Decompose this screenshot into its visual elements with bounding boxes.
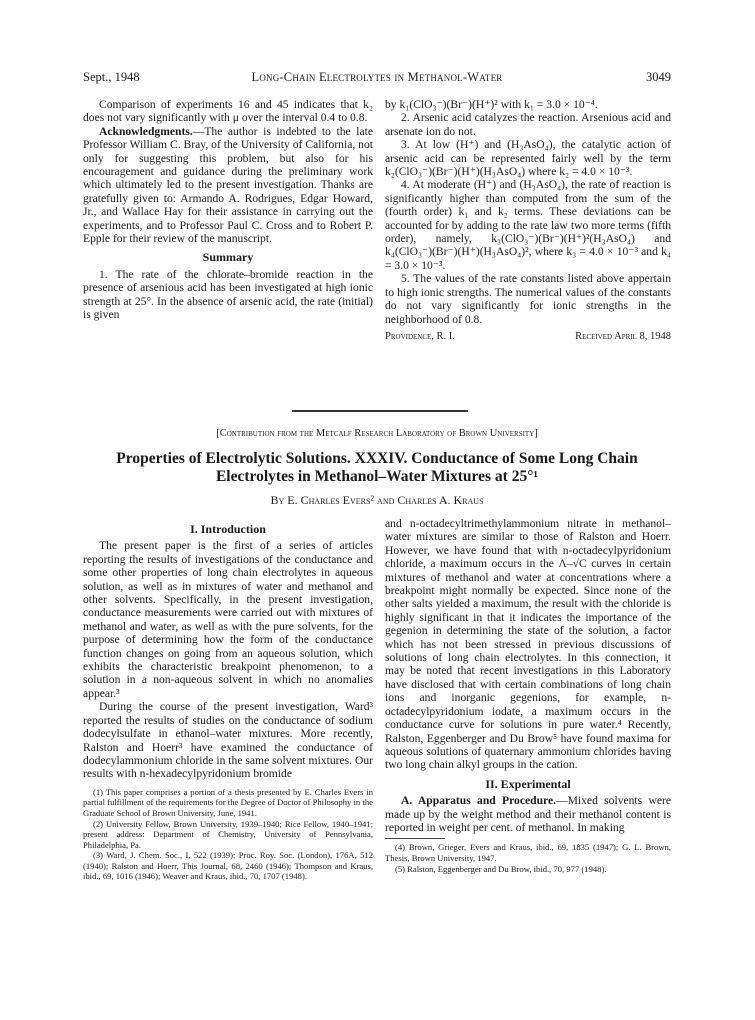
summary-item: 1. The rate of the chlorate–bromide reaction in the presence of arsenious acid has been investigated at high ionic strength at 25°. In the absence of arsenic acid, the rate (initial) is given [83,267,373,322]
article-title: Properties of Electrolytic Solutions. XXXIV. Conductance of Some Long Chain Electrolytes in Methanol–Water Mixtures at 25°¹ [116,450,638,485]
location: Providence, R. I. [385,330,455,342]
summary-heading: Summary [202,250,254,265]
subsection-label: A. Apparatus and Procedure. [401,794,557,808]
footnote: (5) Ralston, Eggenberger and Du Brow, ibid., 70, 977 (1948). [395,863,607,874]
footnote: (4) Brown, Grieger, Evers and Kraus, ibid., 69, 1835 (1947); G. L. Brown, Thesis, Brown University, 1947. [385,842,671,863]
introduction-heading: I. Introduction [190,522,266,536]
footnote: (3) Ward, J. Chem. Soc., I, 522 (1939); Proc. Roy. Soc. (London), 176A, 512 (1940); Ralston and Hoerr, This Journal, 68, 2460 (1946); Thompson and Kraus, ibid., 69, 1016 (1946); Weaver and Kraus, ibid., 70, 1707 (1948). [83,850,373,882]
ack-text: —The author is indebted to the late Professor William C. Bray, of the University of California, not only for suggesting this problem, but also for his encouragement and guidance during the preliminary work which ultimately led to the present investigation. Thanks are gratefully given to: Armando A. Rodrigues, Edgar Howard, Jr., and Wallace Hay for their assistance in carrying out the experiments, and to Professor Paul C. Cross and to Robert P. Epple for their review of the manuscript. [83,124,373,246]
ack-label: Acknowledgments. [99,124,193,138]
running-header [83,70,671,86]
summary-item: 2. Arsenic acid catalyzes the reaction. Arsenious acid and arsenate ion do not. [385,111,671,138]
summary-item: 4. At moderate (H⁺) and (H₃AsO₄), the rate of reaction is significantly higher than computed from the sum of the (fourth order) k₁ and k₂ terms. These deviations can be accounted for by adding to the rate law two more terms (fifth order), namely, k₃(ClO₃⁻)(Br⁻)(H⁺)²(H₃AsO₄) and k₄(ClO₃⁻)(Br⁻)(H⁺)(H₃AsO₄)², where k₃ = 4.0 × 10⁻³ and k₄ = 3.0 × 10⁻³. [385,178,671,272]
contribution-line: [Contribution from the Metcalf Research Laboratory of Brown University] [216,428,538,439]
acknowledgments [83,125,373,246]
paragraph: During the course of the present investigation, Ward³ reported the results of studies on the conductance of sodium dodecylsulfate in ethanol–water mixtures. More recently, Ralston and Hoerr³ have examined the conductance of dodecylammonium chloride in the same solvent mixtures. Our results with n-hexadecylpyridonium bromide [83,700,373,781]
signature-line [385,330,671,343]
footnotes [83,787,373,882]
header-date: Sept., 1948 [83,70,140,84]
paragraph: Comparison of experiments 16 and 45 indicates that k₂ does not vary significantly with μ over the interval 0.4 to 0.8. [83,98,373,125]
paragraph [385,794,671,834]
footnote-rule [385,838,445,839]
footnote: (2) University Fellow, Brown University, 1939–1940; Rice Fellow, 1940–1941; present address: Department of Chemistry, University of Pennsylvania, Philadelphia, Pa. [83,818,373,850]
subsection-text: —Mixed solvents were made up by the weight method and their methanol content is reported in weight per cent. of methanol. In making [385,794,671,834]
summary-item: 5. The values of the rate constants listed above appertain to high ionic strengths. The numerical values of the constants do not vary significantly for ionic strengths in the neighborhood of 0.8. [385,272,671,326]
summary-continuation: by k₁(ClO₃⁻)(Br⁻)(H⁺)² with k₁ = 3.0 × 10⁻⁴. [385,98,598,111]
footnotes [385,842,671,874]
summary-item: 3. At low (H⁺) and (H₃AsO₄), the catalytic action of arsenic acid can be represented fairly well by the term k₂(ClO₃⁻)(Br⁻)(H⁺)(H₃AsO₄) where k₂ = 4.0 × 10⁻³. [385,138,671,179]
paragraph: and n-octadecyltrimethylammonium nitrate in methanol–water mixtures are similar to those of Ralston and Hoerr. However, we have found that with n-octadecylpyridonium chloride, a maximum occurs in the Λ–√C curves in certain mixtures of methanol and water at concentrations where a breakpoint might normally be expected. Since none of the other salts yielded a maximum, the result with the chloride is highly significant in that it indicates the importance of the gegenion in determining the state of the solution, a factor which has not been stressed in previous discussions of solutions of long chain electrolytes. In this connection, it may be noted that recent investigations in this Laboratory have disclosed that with certain combinations of long chain ions and inorganic gegenions, for example, n-octadecylpyridonium iodate, a maximum occurs in the conductance curve for solutions in pure water.⁴ Recently, Ralston, Eggenberger and Du Brow⁵ have found maxima for aqueous solutions of quaternary ammonium chlorides having two long chain alkyl groups in the cation. [385,517,671,772]
article-authors: By E. Charles Evers² and Charles A. Kraus [270,493,484,507]
column-bottom-left [83,517,373,882]
paragraph: The present paper is the first of a series of articles reporting the results of investigations of the conductance and some other properties of long chain electrolytes in aqueous solution, as well as in mixtures of water and methanol and other solvents. Specifically, in the present investigation, conductance measurements were carried out with mixtures of methanol and water, as well as with the pure solvents, for the purpose of determining how the form of the conductance function changes on going from an aqueous solution, which exhibits the characteristic breakpoint phenomenon, to a solution in a non-aqueous solvent in which no anomalies appear.³ [83,539,373,700]
received-date: Received April 8, 1948 [575,330,671,342]
experimental-heading: II. Experimental [485,776,571,791]
page-number: 3049 [646,70,671,84]
footnote: (1) This paper comprises a portion of a thesis presented by E. Charles Evers in partial fulfillment of the requirements for the Degree of Doctor of Philosophy in the Graduate School of Brown University, June, 1941. [83,786,373,818]
column-top-right [385,98,671,343]
header-title: Long-Chain Electrolytes in Methanol-Water [251,70,503,84]
column-bottom-right [385,517,671,874]
divider-rule [292,410,468,412]
column-top-left [83,98,373,322]
